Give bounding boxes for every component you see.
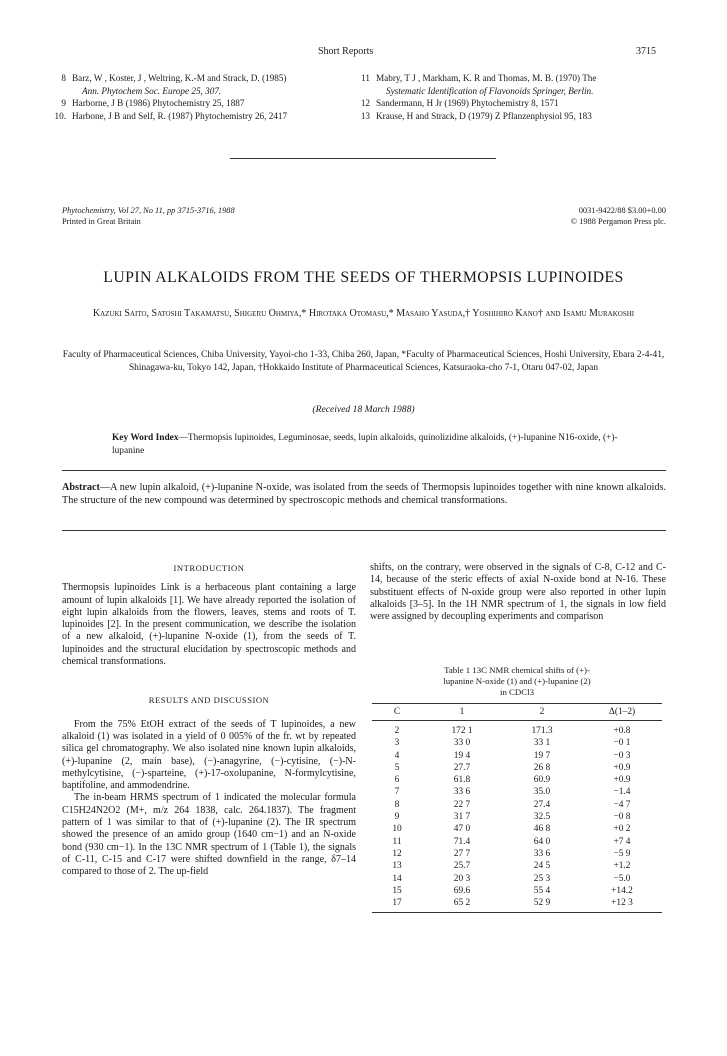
keyword-label: Key Word Index <box>112 433 179 443</box>
received-date: (Received 18 March 1988) <box>312 404 415 415</box>
shift-compound-1: 61.8 <box>453 775 471 786</box>
shift-compound-1: 65 2 <box>453 898 471 909</box>
carbon-number: 6 <box>394 775 400 786</box>
page-number: 3715 <box>636 46 656 57</box>
shift-compound-1: 71.4 <box>453 836 471 847</box>
keyword-text: —Thermopsis lupinoides, Leguminosae, seeds, lupin alkaloids, quinolizidine alkaloids, (+)-lupanine N16-oxide, (+)-lupanine <box>112 433 618 456</box>
shift-difference: +12 3 <box>611 898 633 909</box>
journal-citation: Phytochemistry, Vol 27, No 11, pp 3715-3716, 1988 Printed in Great Britain <box>62 206 235 226</box>
shift-compound-1: 33 6 <box>453 787 471 798</box>
table-row <box>372 897 662 909</box>
introduction-heading: INTRODUCTION <box>173 563 245 573</box>
shift-compound-2: 32.5 <box>533 812 551 823</box>
references-right <box>356 72 672 122</box>
table-row <box>372 774 662 786</box>
table-row <box>372 823 662 835</box>
shift-compound-2: 55 4 <box>533 885 551 896</box>
table-1 <box>372 665 662 913</box>
left-column <box>62 562 356 879</box>
abstract-label: Abstract <box>62 482 100 493</box>
shift-compound-1: 69.6 <box>453 885 471 896</box>
shift-difference: −0 8 <box>613 812 631 823</box>
shift-difference: +0.9 <box>613 775 631 786</box>
shift-difference: −0 1 <box>613 738 631 749</box>
shift-compound-2: 33 1 <box>533 738 551 749</box>
shift-compound-1: 172 1 <box>451 726 473 736</box>
table-row <box>372 799 662 811</box>
table-row <box>372 786 662 798</box>
table-row <box>372 836 662 848</box>
col-header-delta: Δ(1–2) <box>608 707 636 717</box>
section-divider <box>230 158 496 159</box>
right-column <box>370 562 666 623</box>
carbon-number: 2 <box>394 726 400 736</box>
table-row <box>372 762 662 774</box>
abstract-bottom-rule <box>62 530 666 531</box>
shift-difference: +7 4 <box>613 836 631 847</box>
results-paragraph-1: From the 75% EtOH extract of the seeds of T lupinoides, a new alkaloid (1) was isolated in a yield of 0 005% of the fr. wt by repeated silica gel chromatography. We also isolated nine known lupin alkaloids, (+)-lupanine (2, main base), (−)-anagyrine, (−)-cytisine, (−)-N-methylcytisine, (−)-sparteine, (+)-17-oxolupanine, N-formylcytisine, baptifoline, and ammodendrine. <box>62 718 356 792</box>
reference-item: 12 Sandermann, H Jr (1969) Phytochemistry 8, 1571 <box>360 98 559 108</box>
carbon-number: 9 <box>394 812 400 823</box>
shift-compound-1: 27.7 <box>453 762 471 773</box>
carbon-number: 14 <box>392 873 402 884</box>
carbon-number: 13 <box>392 861 402 872</box>
carbon-number: 12 <box>392 848 402 859</box>
shift-compound-2: 60.9 <box>533 775 551 786</box>
shift-compound-1: 19 4 <box>453 750 471 761</box>
shift-difference: +0.9 <box>613 762 631 773</box>
col-header-compound-1: 1 <box>459 707 465 717</box>
shift-compound-1: 33 0 <box>453 738 471 749</box>
shift-compound-2: 46 8 <box>533 824 551 835</box>
affiliation: Faculty of Pharmaceutical Sciences, Chiba University, Yayoi-cho 1-33, Chiba 260, Japan, *Faculty of Pharmaceutical Sciences, Hoshi University, Ebara 2-4-41, Shinagawa-ku, Tokyo 142, Japan, †Hokkaido Institute of Pharmaceutical Sciences, Katsuraoka-cho 7-1, Otaru 047-02, Japan <box>62 350 665 373</box>
carbon-number: 8 <box>394 799 400 810</box>
references-left <box>52 72 352 122</box>
carbon-number: 7 <box>394 787 400 798</box>
introduction-paragraph: Thermopsis lupinoides Link is a herbaceous plant containing a large amount of lupin alkaloids [1]. We have already reported the isolation of eight lupin alkaloids from the flowers, leaves, stems and roots of T. lupinoides [2]. In the present communication, we describe the isolation of a new alkaloid, (+)-lupanine N-oxide (1), from the seeds of T. lupinoides and the structural elucidation by spectroscopic methods and chemical transformations. <box>62 582 356 668</box>
carbon-number: 15 <box>392 885 402 896</box>
shift-compound-2: 171.3 <box>531 726 553 736</box>
author-list: Kazuki Saito, Satoshi Takamatsu, Shigeru Ohmiya,* Hirotaka Otomasu,* Masaho Yasuda,† Yoshihiro Kano† and Isamu Murakoshi <box>92 308 635 319</box>
shift-compound-2: 27.4 <box>533 799 551 810</box>
carbon-number: 4 <box>394 750 400 761</box>
shift-difference: −5 9 <box>613 848 631 859</box>
carbon-number: 17 <box>392 898 402 909</box>
shift-compound-2: 33 6 <box>533 848 551 859</box>
carbon-number: 5 <box>394 762 400 773</box>
running-header-journal: Short Reports <box>318 46 374 57</box>
abstract-top-rule <box>62 470 666 471</box>
carbon-number: 10 <box>392 824 402 835</box>
nmr-shift-table <box>372 704 662 909</box>
shift-compound-2: 26 8 <box>533 762 551 773</box>
table-row <box>372 873 662 885</box>
shift-compound-2: 19 7 <box>533 750 551 761</box>
shift-compound-1: 31 7 <box>453 812 471 823</box>
reference-item: 11 Mabry, T J , Markham, K. R and Thomas, M. B. (1970) The Systematic Identification of Flavonoids Springer, Berlin. <box>361 73 597 96</box>
table-row <box>372 860 662 872</box>
keyword-index <box>112 432 632 457</box>
abstract <box>62 481 666 507</box>
carbon-number: 3 <box>394 738 400 749</box>
shift-difference: −1.4 <box>613 787 631 798</box>
table-row <box>372 750 662 762</box>
shift-compound-1: 27 7 <box>453 848 471 859</box>
table-caption: Table 1 13C NMR chemical shifts of (+)- lupanine N-oxide (1) and (+)-lupanine (2) in CDCl3 <box>443 665 591 697</box>
shift-compound-1: 22 7 <box>453 799 471 810</box>
results-paragraph-2: The in-beam HRMS spectrum of 1 indicated the molecular formula C15H24N2O2 (M+, m/z 264 1838, calc. 264.1837). The fragment pattern of 1 was similar to that of (+)-lupanine (2). The IR spectrum showed the presence of an amido group (1640 cm−1) and an N-oxide bond (930 cm−1). In the 13C NMR spectrum of 1 (Table 1), the signals of C-11, C-15 and C-17 were shifted downfield in the range, δ7–14 compared to those of 2. The up-field <box>62 792 356 878</box>
shift-compound-2: 35.0 <box>533 787 551 798</box>
results-heading: RESULTS AND DISCUSSION <box>148 695 270 706</box>
carbon-number: 11 <box>392 836 402 847</box>
abstract-text: —A new lupin alkaloid, (+)-lupanine N-oxide, was isolated from the seeds of Thermopsis lupinoides together with nine known alkaloids. The structure of the new compound was determined by spectroscopic methods and chemical transformations. <box>62 482 666 506</box>
shift-difference: −4 7 <box>613 799 631 810</box>
table-row <box>372 721 662 738</box>
reference-item: 9 Harborne, J B (1986) Phytochemistry 25, 1887 <box>61 98 245 108</box>
reference-item: 8 Barz, W , Koster, J , Weltring, K.-M and Strack, D. (1985) Ann. Phytochem Soc. Europe 25, 307. <box>61 73 287 96</box>
shift-compound-2: 52 9 <box>533 898 551 909</box>
shift-compound-2: 64 0 <box>533 836 551 847</box>
col-header-compound-2: 2 <box>539 707 545 717</box>
table-bottom-rule <box>372 912 662 913</box>
table-row <box>372 885 662 897</box>
shift-compound-1: 47 0 <box>453 824 471 835</box>
shift-difference: +14.2 <box>611 885 633 896</box>
table-row <box>372 848 662 860</box>
col-header-carbon: C <box>393 707 401 717</box>
shift-compound-2: 24 5 <box>533 861 551 872</box>
shift-difference: +0.8 <box>613 726 631 736</box>
shift-difference: +1.2 <box>613 861 631 872</box>
right-column-paragraph: shifts, on the contrary, were observed in the signals of C-8, C-12 and C-14, because of the steric effects of axial N-oxide bond at N-16. These substituent effects of N-oxide group were also reported in other lupin alkaloids [3–5]. In the 1H NMR spectrum of 1, the signals in low field were assigned by decoupling experiments and comparison <box>370 562 666 623</box>
copyright-block: 0031-9422/88 $3.00+0.00 © 1988 Pergamon Press plc. <box>570 206 666 226</box>
reference-item: 13 Krause, H and Strack, D (1979) Z Pflanzenphysiol 95, 183 <box>360 110 592 121</box>
shift-difference: −0 3 <box>613 750 631 761</box>
shift-compound-1: 25.7 <box>453 861 471 872</box>
shift-compound-1: 20 3 <box>453 873 471 884</box>
table-header-row <box>372 704 662 721</box>
shift-difference: −5.0 <box>613 873 631 884</box>
table-row <box>372 737 662 749</box>
shift-compound-2: 25 3 <box>533 873 551 884</box>
reference-item: 10. Harbone, J B and Self, R. (1987) Phytochemistry 26, 2417 <box>54 110 288 121</box>
table-row <box>372 811 662 823</box>
article-title: LUPIN ALKALOIDS FROM THE SEEDS OF THERMOPSIS LUPINOIDES <box>103 269 624 286</box>
shift-difference: +0 2 <box>613 824 631 835</box>
